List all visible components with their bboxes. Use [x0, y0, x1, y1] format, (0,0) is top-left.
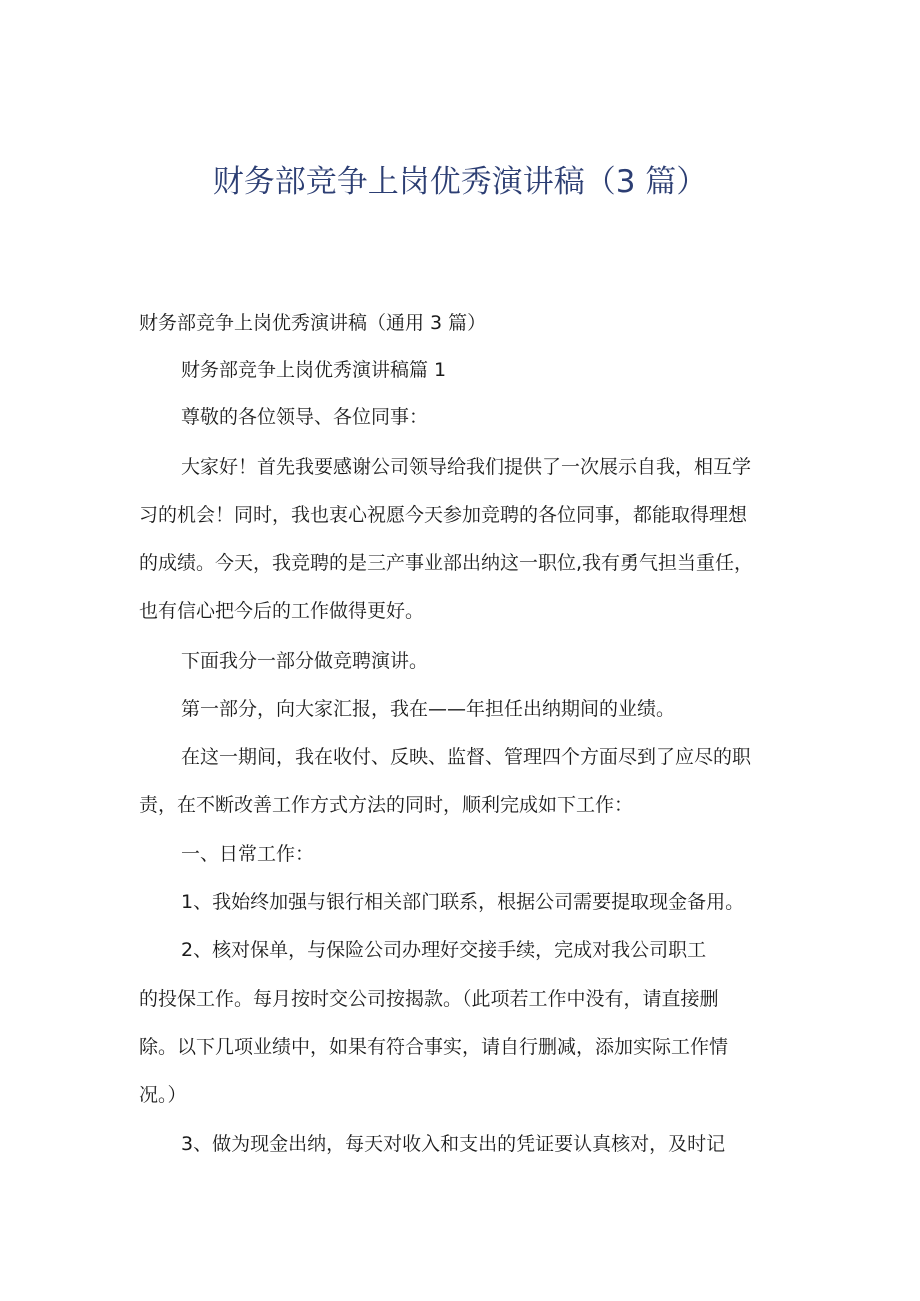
- list-heading: 一、日常工作：: [181, 843, 315, 865]
- salutation: 尊敬的各位领导、各位同事：: [181, 406, 429, 428]
- paragraph-line: 下面我分一部分做竞聘演讲。: [181, 650, 429, 672]
- paragraph-line: 况。）: [139, 1084, 187, 1106]
- list-item: 3、做为现金出纳，每天对收入和支出的凭证要认真核对，及时记: [181, 1133, 726, 1155]
- paragraph-line: 大家好！首先我要感谢公司领导给我们提供了一次展示自我，相互学: [181, 456, 752, 478]
- document-title: 财务部竞争上岗优秀演讲稿（3 篇）: [212, 164, 708, 200]
- paragraph-line: 除。以下几项业绩中，如果有符合事实，请自行删减，添加实际工作情: [139, 1036, 729, 1058]
- paragraph-line: 的投保工作。每月按时交公司按揭款。（此项若工作中没有，请直接删: [139, 988, 719, 1010]
- paragraph-line: 第一部分，向大家汇报，我在——年担任出纳期间的业绩。: [181, 698, 676, 720]
- paragraph-line: 在这一期间，我在收付、反映、监督、管理四个方面尽到了应尽的职: [181, 746, 752, 768]
- paragraph-line: 习的机会！同时，我也衷心祝愿今天参加竞聘的各位同事，都能取得理想: [139, 504, 748, 526]
- paragraph-line: 也有信心把今后的工作做得更好。: [139, 600, 425, 622]
- paragraph-line: 责，在不断改善工作方式方法的同时，顺利完成如下工作：: [139, 794, 634, 816]
- section-heading: 财务部竞争上岗优秀演讲稿篇 1: [181, 359, 447, 381]
- doc-subtitle: 财务部竞争上岗优秀演讲稿（通用 3 篇）: [139, 312, 487, 334]
- list-item: 2、核对保单，与保险公司办理好交接手续，完成对我公司职工: [181, 939, 707, 961]
- list-item: 1、我始终加强与银行相关部门联系，根据公司需要提取现金备用。: [181, 891, 745, 913]
- paragraph-line: 的成绩。今天，我竞聘的是三产事业部出纳这一职位,我有勇气担当重任，: [139, 552, 754, 574]
